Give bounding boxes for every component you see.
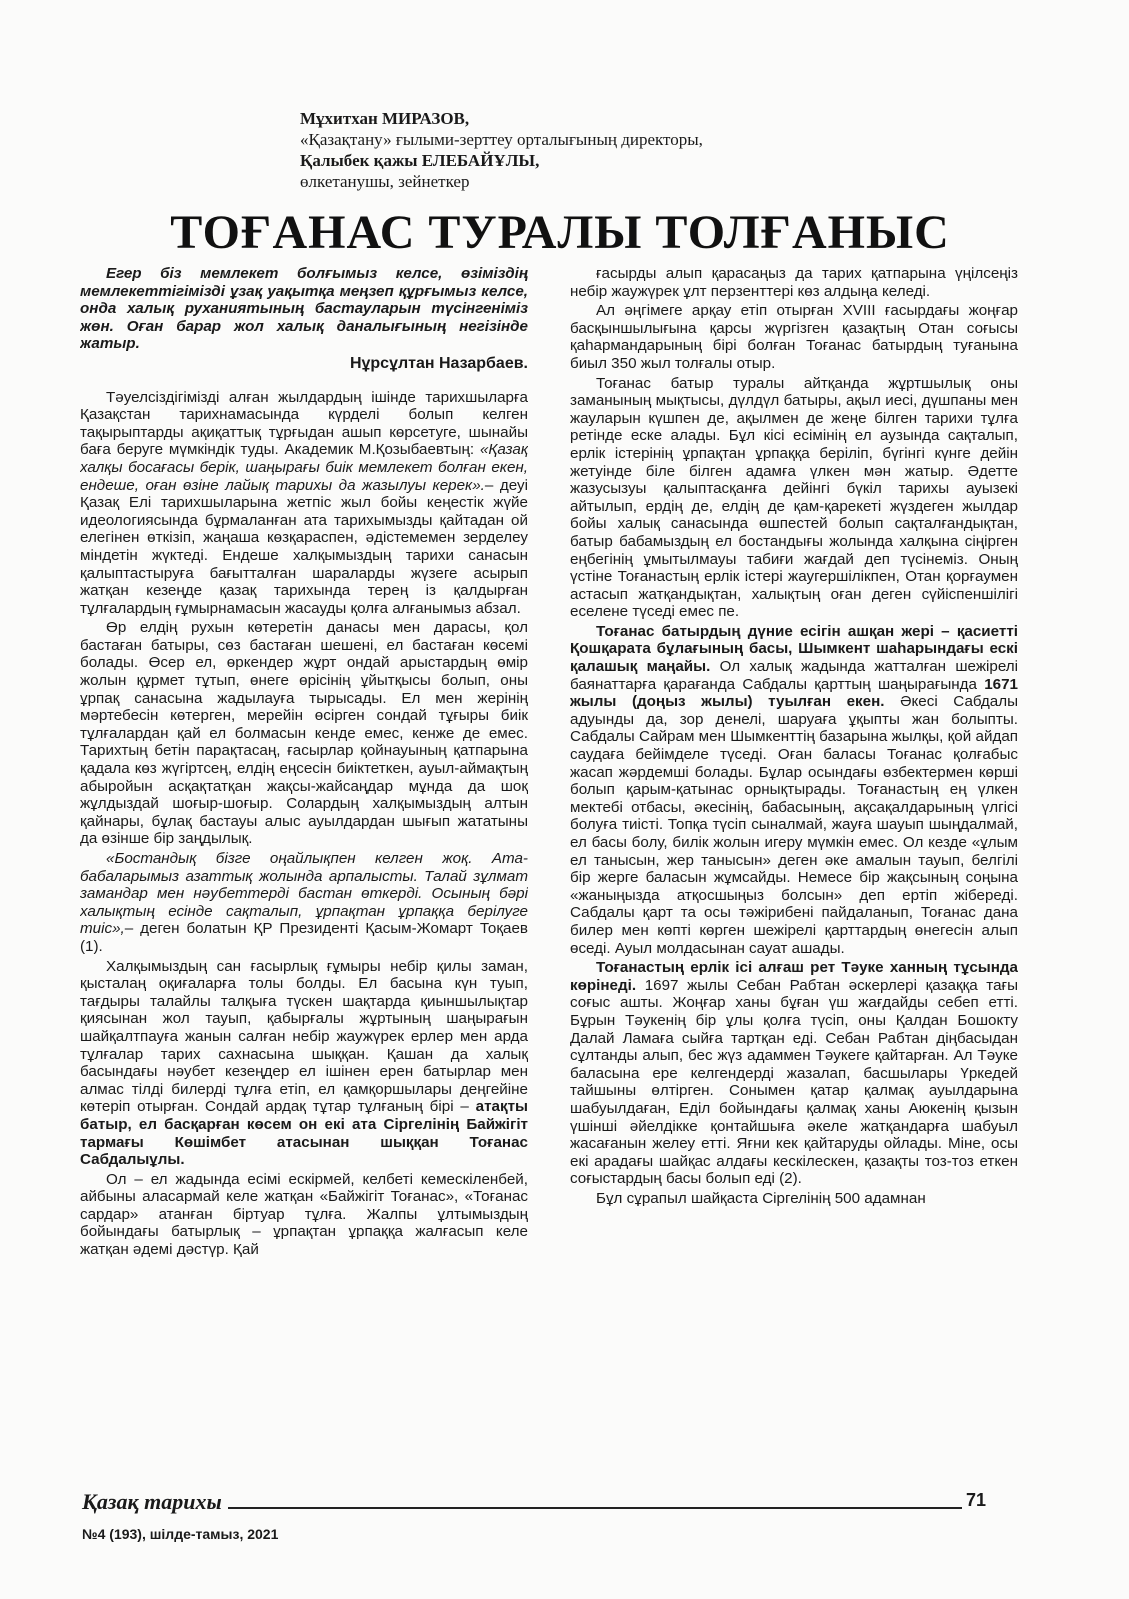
author-line-1: Мұхитхан МИРАЗОВ, <box>300 109 470 128</box>
right-column-paragraph <box>570 265 1018 300</box>
left-column-paragraph <box>80 1171 528 1259</box>
text-run: «Қазақ халқы босағасы берік, шаңырағы биік мемлекет болған екен, ендеше, оған өзіне лайық тарихы да жазылуы керек». <box>80 441 528 494</box>
text-run: Ол – ел жадында есімі ескірмей, келбеті кемескіленбей, айбыны аласармай келе жатқан «Байжігіт Тоғанас», «Тоғанас сардар» атанған біртуар тұлға. Жалпы ұлтымыздың бойындағы батырлық – ұрпақтан ұрпаққа жалғасып келе жатқан әдемі дәстүр. Қай <box>80 1170 528 1259</box>
text-run: Ал әңгімеге арқау етіп отырған XVIII ғасырдағы жоңғар басқыншылығына қарсы жүргізген қазақтың Отан соғысы қаһармандарының бірі болған Тоғанас батырдың туғанына биыл 350 жыл толғалы отыр. <box>570 302 1018 372</box>
epigraph-text: Егер біз мемлекет болғымыз келсе, өзіміздің мемлекеттігімізді ұзақ уақытқа меңзеп құрғымыз келсе, онда халық руханиятының бастауларын түсінгеніміз жөн. Оған барар жол халық даналығының негізінде жатыр. <box>80 265 528 353</box>
text-run: – деуі Қазақ Елі тарихшыларына жетпіс жыл бойы кеңестік жүйе идеологиясында бұрмаланған ата тарихымызды қайтадан ой елегінен өткізіп, жаңаша көзқараспен, әдістемемен зерделеу міндетін жүктеді. Ендеше халқымыздың тарихи санасын қалыптастыруға бағытталған шараларды жүзеге асырып жатқан кезеңде қазақ тарихында терең із қалдырған тұлғалардың ғұмырнамасын жасауды қолға алғанымыз абзал. <box>80 476 528 617</box>
text-run: Халқымыздың сан ғасырлық ғұмыры небір қилы заман, қысталаң оқиғаларға толы болды. Ел басына күн туып, тағдыры талайлы талқыға түскен шақтарда қиыншылықтар қиясынан жол тауып, қабырғалы жұртының шаңырағын шайқалтпауға жанын салған небір жаужүрек ерлер мен арда тұлғалар тарих сахнасына шыққан. Қашан да халық басындағы нәубет кезеңдер ел ішінен ерен батырлар мен алмас тілді билерді тұлға етіп, ел қамқоршылары деңгейіне көтеріп отырған. Сондай ардақ тұтар тұлғаның бірі – <box>80 957 528 1116</box>
author-line-4: өлкетанушы, зейнеткер <box>300 172 470 191</box>
author-line-3: Қалыбек қажы ЕЛЕБАЙҰЛЫ, <box>300 151 540 170</box>
epigraph-author: Нұрсұлтан Назарбаев. <box>349 354 528 372</box>
left-column-paragraph <box>80 619 528 848</box>
left-column-paragraph <box>80 958 528 1169</box>
right-column-paragraph <box>570 623 1018 957</box>
left-column-paragraph <box>80 850 528 956</box>
right-column <box>570 265 1018 1505</box>
left-column <box>80 265 528 1505</box>
text-run: Тоғанастың ерлік ісі алғаш рет Тәуке ханның тұсында көрінеді. <box>570 959 1018 994</box>
issue-info: №4 (193), шілде-тамыз, 2021 <box>82 1526 279 1542</box>
right-column-paragraph <box>570 959 1018 1188</box>
text-run: Бұл сұрапыл шайқаста Сіргелінің 500 адамнан <box>596 1189 926 1207</box>
text-run: ғасырды алып қарасаңыз да тарих қатпарына үңілсеңіз небір жаужүрек ұлт перзенттері көз алдыңа келеді. <box>570 265 1018 300</box>
text-run: Өр елдің рухын көтеретін данасы мен дарасы, қол бастаған батыры, сөз бастаған шешені, ел бастаған көсемі болады. Өсер ел, өркендер жұрт ондай арыстардың өмір жолын құрмет тұтып, өнеге өрісінің ұйытқысы болып, оны ұрпақ санасына жадылауға тырысады. Ел мен жерінің мәртебесін көтерген, мерейін өсірген сондай тұғыры биік тұлғалардан қай ел болмасын кенде емес, кенже де емес. Тарихтың бетін парақтасаң, ғасырлар қойнауының қатпарына қадала көз жүгіртсең, елдің еңсесін биіктеткен, ауыл-аймақтың абыройын асқақтатқан жақсы-жайсаңдар мұнда да шоқ жұлдыздай шоғыр-шоғыр. Солардың халқымыздың алтын қайнары, бұлақ бастауы алыс ауылдардан шығып жататыны да өзінше бір заңдылық. <box>80 619 528 848</box>
text-run: 1697 жылы Себан Рабтан әскерлері қазаққа тағы соғыс ашты. Жоңғар ханы бұған үш жағдайды себеп етті. Бұрын Тәукенің бір ұлы қолға түсіп, оны Қалдан Бошокту Далай Ламаға сыйға тартқан еді. Себан Рабтан діңбасыдан сұлтанды алып, бес жүз адаммен Тәукеге қайтарған. Ал Тәуке баласына ере келгендерді жазалап, басшылары Үркедей тайшыны өлтірген. Сонымен қатар қалмақ ауылдарына шабуылдаған, Еділ бойындағы қалмақ ханы Аюкенің қызын үшінші әйелдікке қонтайшыға әкеле жатқандарға шабуыл жасағанын желеу етті. Яғни кек қайтаруды ойлады. Міне, осы екі арадағы шайқас алдағы кескілескен, қазақты тоз-тоз еткен соғыстардың басы болып еді (2). <box>570 976 1018 1188</box>
text-run: Тоғанас батыр туралы айтқанда жұртшылық оны заманының мықтысы, дүлдүл батыры, ақыл иесі, дүшпаны мен жауларын күшпен де, ақылмен де жеңе білген тарихи тұлға ретінде еске алады. Бұл кісі есімінің ел аузында сақталып, ерлік істерінің ұрпақтан ұрпаққа беріліп, бүгінгі күнге дейін жетуінде біле білген адамға үлкен мән жатыр. Әдетте жазусызуы қалыптасқанға дейінгі бүкіл тарихы ауызекі айтылып, ердің де, елдің де қам-қарекеті жүздеген жылдар бойы халық санасында өшпестей болып сақталғандықтан, батыр бабамыздың ел бостандығы жолында халқына сіңірген еңбегінің ұмытылмауы табиғи жағдай деп түсінеміз. Оның үстіне Тоғанастың ерлік істері жаугершілікпен, Отан қорғаумен астасып жатқандықтан, халықтың оған деген сүйіспеншілігі еселене түседі емес пе. <box>570 374 1018 621</box>
page-number: 71 <box>966 1490 987 1510</box>
text-run: 1671 жылы (доңыз жылы) туылған екен. <box>570 675 1018 711</box>
text-run: Тоғанас батырдың дүние есігін ашқан жері – қасиетті Қошқарата бұлағының басы, Шымкент шаһарындағы ескі қалашық маңайы. <box>570 622 1018 676</box>
right-column-paragraph <box>570 375 1018 621</box>
author-block <box>300 108 860 192</box>
right-column-body <box>570 265 1018 1207</box>
text-run: «Бостандық бізге оңайлықпен келген жоқ. Ата-бабаларымыз азаттық жолында арпалысты. Талай зұлмат замандар мен нәубеттерді бастан өткерді. Осының бәрі халықтың есінде сақталып, ұрпақтан ұрпаққа берілуге тиіс», <box>80 850 528 938</box>
right-column-paragraph <box>570 1190 1018 1208</box>
right-column-paragraph <box>570 302 1018 372</box>
left-column-body <box>80 389 528 1259</box>
journal-logo: Қазақ тарихы <box>82 1489 228 1515</box>
text-run: Әкесі Сабдалы адуынды да, зор денелі, шаруаға ұқыпты жан болыпты. Сабдалы Сайрам мен Шымкенттің базарына жылқы, қой айдап саудаға бейімделе түседі. Оған баласы Тоғанас қолғабыс жасап жәрдемші болады. Бұлар осындағы өзбектермен көрші болып қарым-қатынас орнықтырады. Тоғанастың ең үлкен мектебі отбасы, әкесінің, бабасының, ақсақалдарының үлгісі болуға тиісті. Топқа түсіп сыналмай, жауға шауып шыңдалмай, ел басы болу, билік жолын игеру мүмкін емес. Ол кезде «ұлым ел танысын, жер танысын» деген әке амалын тауып, белгілі бір жерге баласын жұмсайды. Немесе бір жақсының соңына «жаныңызда атқосшыңыз болсын» деп ертіп жібереді. Сабдалы қарт та осы тәжірибені пайдаланып, Тоғанас дана билер мен көпті көрген шежірелі қарттардың өнегесін алып өседі. Ауыл молдасынан сауат ашады. <box>570 693 1018 957</box>
left-column-paragraph <box>80 389 528 618</box>
text-run: Ол халық жадында жатталған шежірелі баянаттарға қарағанда Сабдалы қарттың шаңырағында <box>570 658 1018 693</box>
text-run: атақты батыр, ел басқарған көсем он екі ата Сіргелінің Байжігіт тармағы Көшімбет атасынан шыққан Тоғанас Сабдалыұлы. <box>80 1098 528 1169</box>
text-run: – деген болатын ҚР Президенті Қасым-Жомарт Тоқаев (1). <box>80 920 528 955</box>
author-line-2: «Қазақтану» ғылыми-зерттеу орталығының директоры, <box>300 130 703 149</box>
article-title: ТОҒАНАС ТУРАЛЫ ТОЛҒАНЫС <box>170 206 950 259</box>
text-run: Тәуелсіздігімізді алған жылдардың ішінде тарихшыларға Қазақстан тарихнамасында күрделі болып келген тақырыптарды ақиқаттық тұрғыдан ашып көрсетуге, шынайы баға беруге мүмкіндік туды. Академик М.Қозыбаевтың: <box>80 388 528 459</box>
